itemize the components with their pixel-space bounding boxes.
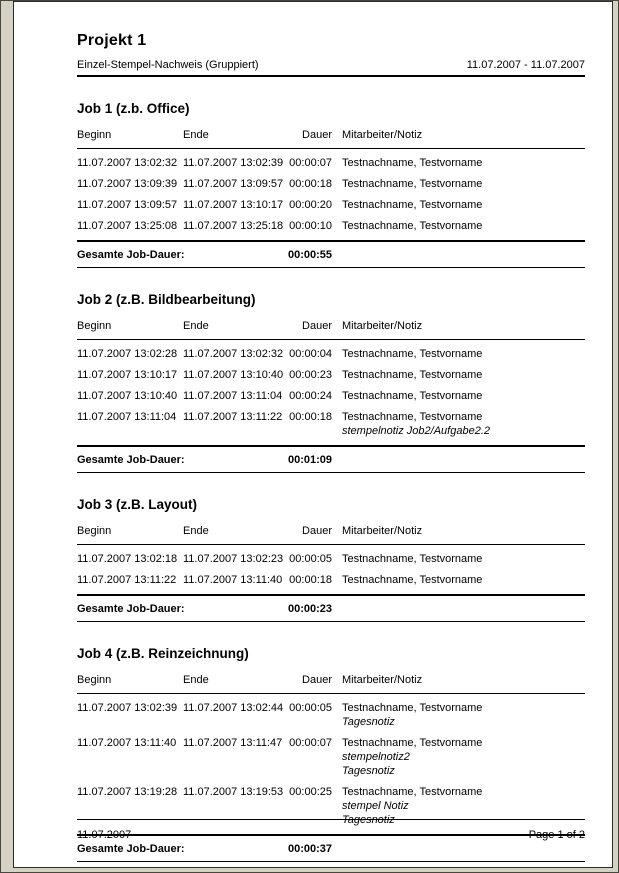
report-page: [13, 1, 613, 868]
cell-ende: 11.07.2007 13:10:40: [183, 368, 284, 381]
column-header-dauer: Dauer: [302, 525, 332, 537]
table-header-row: [77, 116, 585, 149]
job-title: Job 1 (z.b. Office): [77, 101, 190, 116]
table-row: [77, 173, 585, 194]
cell-dauer: 00:00:10: [289, 219, 332, 232]
job-total-spacer: [342, 249, 585, 261]
cell-mitarbeiter: Testnachname, Testvorname stempelnotiz Job2/Aufgabe2.2: [342, 411, 585, 437]
cell-beginn: 11.07.2007 13:25:08: [77, 219, 178, 232]
table-row: [77, 548, 585, 569]
cell-ende: 11.07.2007 13:11:47: [183, 736, 283, 749]
job-total-spacer: [342, 454, 585, 466]
table-row: [77, 697, 585, 732]
job-total-value: 00:00:55: [288, 249, 333, 261]
cell-ende: 11.07.2007 13:11:04: [183, 389, 283, 402]
column-header-ende: Ende: [183, 674, 209, 686]
footer-date: 11.07.2007: [77, 829, 132, 841]
report-subtitle: Einzel-Stempel-Nachweis (Gruppiert): [77, 59, 259, 71]
job-total-label: Gesamte Job-Dauer:: [77, 603, 185, 615]
column-header-ende: Ende: [183, 320, 209, 332]
table-row: [77, 364, 585, 385]
table-row: [77, 732, 585, 781]
table-row: [77, 569, 585, 590]
table-row: [77, 385, 585, 406]
cell-ende: 11.07.2007 13:25:18: [183, 219, 284, 232]
jobs-container: [77, 101, 585, 862]
cell-beginn: 11.07.2007 13:09:39: [77, 177, 178, 190]
cell-mitarbeiter: Testnachname, Testvorname: [342, 219, 483, 232]
cell-ende: 11.07.2007 13:19:53: [183, 785, 284, 798]
cell-beginn: 11.07.2007 13:02:28: [77, 347, 178, 360]
job-total-label: Gesamte Job-Dauer:: [77, 249, 185, 261]
cell-beginn: 11.07.2007 13:10:40: [77, 389, 178, 402]
job-total-spacer: [342, 843, 585, 855]
column-header-beginn: Beginn: [77, 525, 112, 537]
cell-mitarbeiter: Testnachname, Testvorname: [342, 368, 483, 381]
cell-ende: 11.07.2007 13:09:57: [183, 177, 284, 190]
report-footer: [77, 819, 585, 841]
cell-dauer: 00:00:24: [289, 389, 332, 402]
cell-mitarbeiter: Testnachname, Testvorname: [342, 177, 483, 190]
table-row: [77, 406, 585, 441]
job-section: [77, 292, 585, 473]
cell-mitarbeiter: Testnachname, Testvorname: [342, 573, 483, 586]
table-row: [77, 152, 585, 173]
row-note: Tagesnotiz: [342, 764, 395, 777]
cell-dauer: 00:00:25: [289, 785, 332, 798]
report-date-range: 11.07.2007 - 11.07.2007: [466, 59, 585, 71]
header-rule: [77, 75, 585, 77]
table-row: [77, 215, 585, 236]
cell-ende: 11.07.2007 13:02:23: [183, 552, 284, 565]
job-total-row: [77, 594, 585, 622]
job-total-row: [77, 445, 585, 473]
cell-dauer: 00:00:23: [289, 368, 332, 381]
job-total-value: 00:00:37: [288, 843, 333, 855]
cell-ende: 11.07.2007 13:02:39: [183, 156, 284, 169]
cell-mitarbeiter: Testnachname, Testvorname: [342, 389, 483, 402]
column-header-dauer: Dauer: [302, 129, 332, 141]
report-header: [77, 2, 585, 77]
job-total-row: [77, 240, 585, 268]
job-title: Job 4 (z.B. Reinzeichnung): [77, 646, 249, 661]
report-subtitle-row: [77, 59, 585, 71]
column-header-beginn: Beginn: [77, 320, 112, 332]
cell-ende: 11.07.2007 13:02:32: [183, 347, 284, 360]
cell-dauer: 00:00:18: [289, 573, 332, 586]
column-header-mitarbeiter: Mitarbeiter/Notiz: [342, 525, 423, 537]
job-total-spacer: [342, 603, 585, 615]
column-header-mitarbeiter: Mitarbeiter/Notiz: [342, 129, 423, 141]
cell-mitarbeiter: Testnachname, Testvorname stempel Notiz Tagesnotiz: [342, 786, 585, 826]
table-rows: [77, 340, 585, 445]
job-total-value: 00:01:09: [288, 454, 333, 466]
table-header-row: [77, 512, 585, 545]
column-header-dauer: Dauer: [302, 320, 332, 332]
cell-beginn: 11.07.2007 13:10:17: [77, 368, 178, 381]
cell-beginn: 11.07.2007 13:02:32: [77, 156, 178, 169]
row-note: stempelnotiz Job2/Aufgabe2.2: [342, 424, 490, 437]
table-row: [77, 343, 585, 364]
table-rows: [77, 545, 585, 594]
cell-beginn: 11.07.2007 13:09:57: [77, 198, 178, 211]
job-section: [77, 497, 585, 622]
cell-beginn: 11.07.2007 13:19:28: [77, 785, 178, 798]
column-header-ende: Ende: [183, 525, 209, 537]
cell-dauer: 00:00:07: [289, 156, 332, 169]
job-total-value: 00:00:23: [288, 603, 333, 615]
column-header-mitarbeiter: Mitarbeiter/Notiz: [342, 674, 423, 686]
cell-dauer: 00:00:18: [289, 177, 332, 190]
cell-beginn: 11.07.2007 13:02:39: [77, 701, 178, 714]
column-header-mitarbeiter: Mitarbeiter/Notiz: [342, 320, 423, 332]
table-header-row: [77, 307, 585, 340]
row-note: stempel Notiz: [342, 799, 409, 812]
column-header-beginn: Beginn: [77, 674, 112, 686]
cell-dauer: 00:00:07: [289, 736, 332, 749]
job-total-label: Gesamte Job-Dauer:: [77, 454, 185, 466]
cell-dauer: 00:00:05: [289, 552, 332, 565]
page-title: Projekt 1: [77, 32, 147, 49]
cell-beginn: 11.07.2007 13:11:40: [77, 736, 177, 749]
job-total-label: Gesamte Job-Dauer:: [77, 843, 185, 855]
cell-mitarbeiter: Testnachname, Testvorname: [342, 198, 483, 211]
table-rows: [77, 149, 585, 240]
cell-ende: 11.07.2007 13:10:17: [183, 198, 284, 211]
report-content: [77, 2, 585, 862]
column-header-ende: Ende: [183, 129, 209, 141]
cell-ende: 11.07.2007 13:11:40: [183, 573, 283, 586]
cell-dauer: 00:00:18: [289, 410, 332, 423]
table-rows: [77, 694, 585, 834]
column-header-dauer: Dauer: [302, 674, 332, 686]
job-title: Job 3 (z.B. Layout): [77, 497, 198, 512]
row-note: Tagesnotiz: [342, 813, 395, 826]
job-section: [77, 101, 585, 268]
cell-mitarbeiter: Testnachname, Testvorname: [342, 552, 483, 565]
footer-row: [77, 820, 585, 841]
cell-beginn: 11.07.2007 13:02:18: [77, 552, 178, 565]
cell-mitarbeiter: Testnachname, Testvorname: [342, 156, 483, 169]
cell-dauer: 00:00:05: [289, 701, 332, 714]
cell-dauer: 00:00:04: [289, 347, 332, 360]
cell-ende: 11.07.2007 13:02:44: [183, 701, 284, 714]
cell-beginn: 11.07.2007 13:11:04: [77, 410, 177, 423]
cell-dauer: 00:00:20: [289, 198, 332, 211]
row-note: Tagesnotiz: [342, 715, 395, 728]
table-row: [77, 194, 585, 215]
table-header-row: [77, 661, 585, 694]
cell-beginn: 11.07.2007 13:11:22: [77, 573, 177, 586]
footer-page-number: Page 1 of 2: [528, 829, 585, 841]
row-note: stempelnotiz2: [342, 750, 410, 763]
column-header-beginn: Beginn: [77, 129, 112, 141]
cell-ende: 11.07.2007 13:11:22: [183, 410, 283, 423]
cell-mitarbeiter: Testnachname, Testvorname: [342, 347, 483, 360]
cell-mitarbeiter: Testnachname, Testvorname stempelnotiz2 Tagesnotiz: [342, 737, 585, 777]
job-title: Job 2 (z.B. Bildbearbeitung): [77, 292, 256, 307]
cell-mitarbeiter: Testnachname, Testvorname Tagesnotiz: [342, 702, 585, 728]
